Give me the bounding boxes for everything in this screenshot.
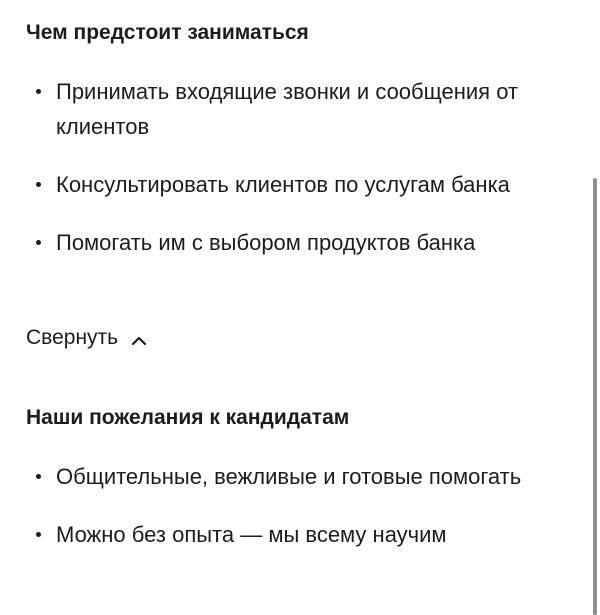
list-item-text: Консультировать клиентов по услугам банка xyxy=(56,172,510,197)
section-title-requirements: Наши пожелания к кандидатам xyxy=(26,406,350,429)
bullet-icon xyxy=(36,474,41,479)
bullet-icon xyxy=(36,532,41,537)
list-item xyxy=(26,167,571,202)
chevron-up-icon xyxy=(130,329,148,347)
list-item-text: Можно без опыта — мы всему научим xyxy=(56,522,447,547)
list-item-text: Принимать входящие звонки и сообщения от клиентов xyxy=(56,79,519,139)
collapse-button[interactable] xyxy=(26,323,148,353)
list-item xyxy=(26,459,571,494)
bullet-icon xyxy=(36,182,41,187)
list-item xyxy=(26,74,571,144)
list-item xyxy=(26,225,571,260)
duties-list xyxy=(26,74,571,283)
bullet-icon xyxy=(36,240,41,245)
bullet-icon xyxy=(36,89,41,94)
list-item-text: Общительные, вежливые и готовые помогать xyxy=(56,464,522,489)
section-title-duties: Чем предстоит заниматься xyxy=(26,21,309,44)
list-item xyxy=(26,517,571,552)
list-item-text: Помогать им с выбором продуктов банка xyxy=(56,230,476,255)
collapse-label: Свернуть xyxy=(26,326,119,349)
scrollbar[interactable] xyxy=(593,178,597,615)
requirements-list xyxy=(26,459,571,575)
